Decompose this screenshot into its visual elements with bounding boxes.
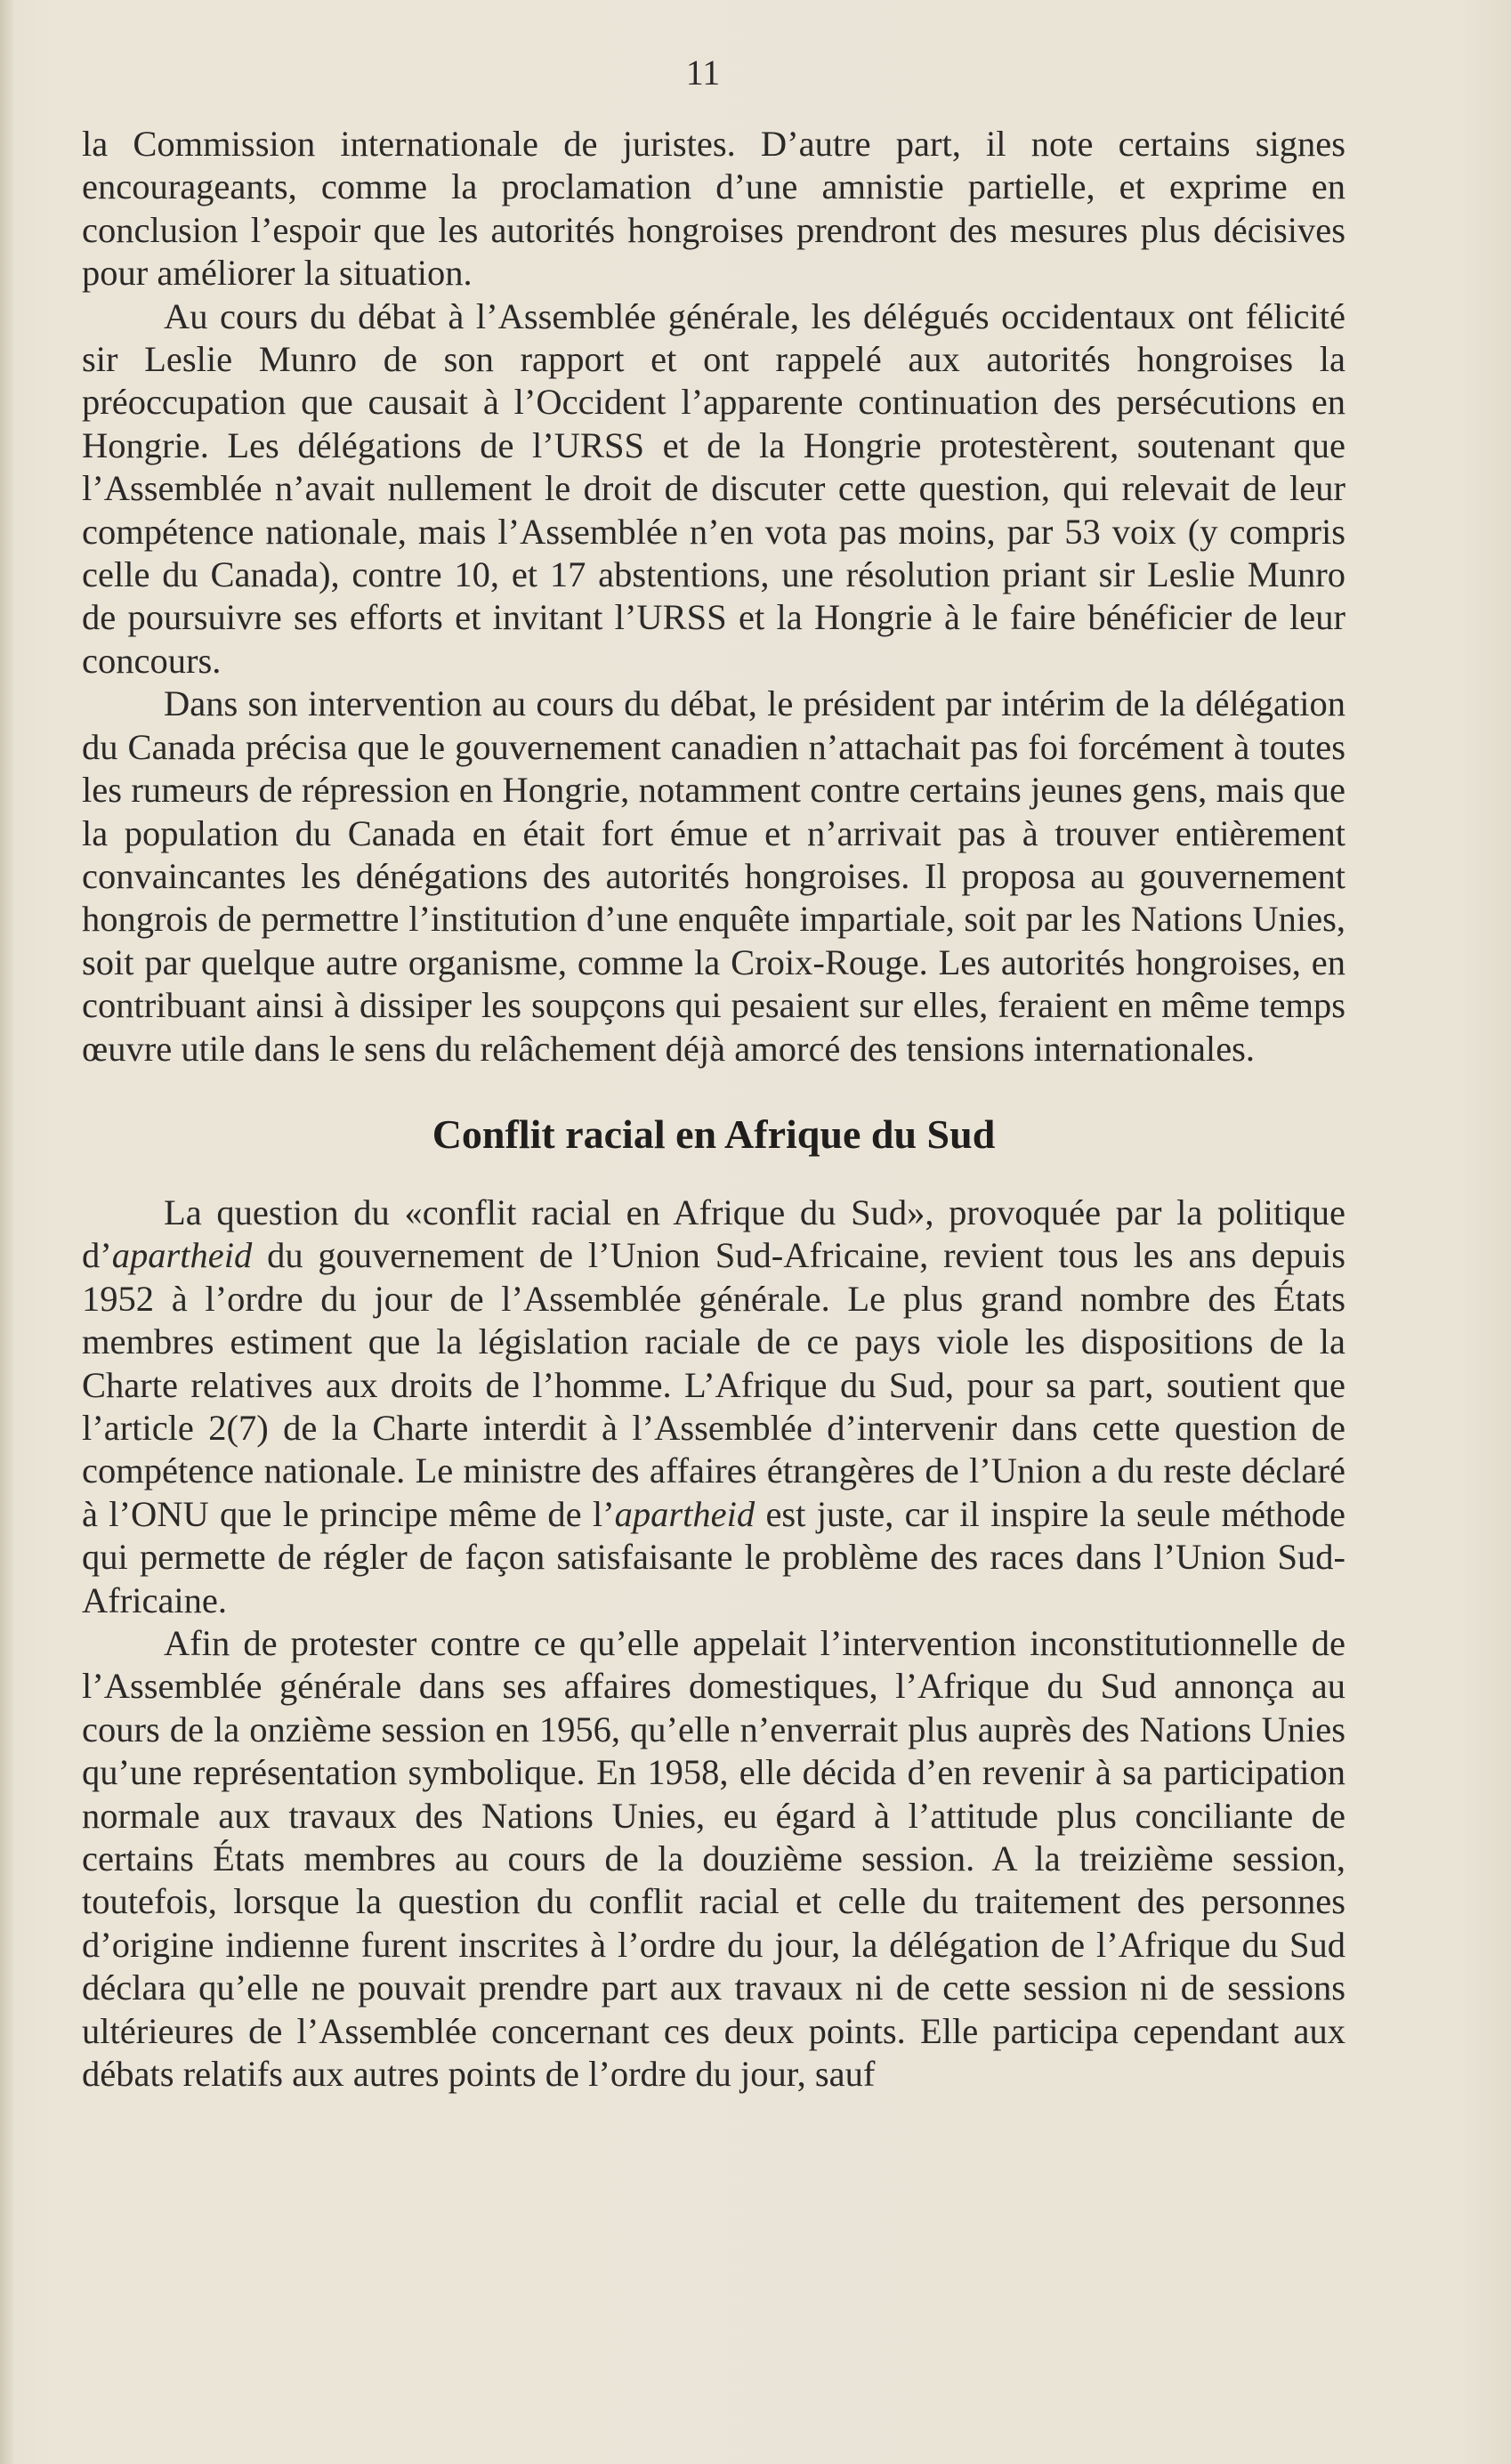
paragraph-5: Afin de protester contre ce qu’elle appelait l’intervention inconstitutionnelle de l’Assemblée générale dans ses affaires domestiques, l’Afrique du Sud annonça au cours de la onzième session en 1956, qu’elle n’enverrait plus auprès des Nations Unies qu’une représentation symbolique. En 1958, elle décida d’en revenir à sa participation normale aux travaux des Nations Unies, eu égard à l’attitude plus conciliante de certains États membres au cours de la douzième session. A la treizième session, toutefois, lorsque la question du conflit racial et celle du traitement des personnes d’origine indienne furent inscrites à l’ordre du jour, la délégation de l’Afrique du Sud déclara qu’elle ne pouvait prendre part aux travaux ni de cette session ni de sessions ultérieures de l’Assemblée concernant ces deux points. Elle participa cependant aux débats relatifs aux autres points de l’ordre du jour, sauf — [82, 1623, 1345, 2095]
paragraph-4-part-1: La question du «conflit racial en Afrique du Sud», provoquée par la politique d’ — [82, 1192, 1345, 1276]
paragraph-4 — [82, 1192, 1345, 1622]
page-number: 11 — [685, 53, 721, 93]
body-text — [82, 123, 1345, 2096]
page-edge-shadow — [0, 0, 12, 2464]
paragraph-2: Au cours du débat à l’Assemblée générale, les délégués occidentaux ont félicité sir Leslie Munro de son rapport et ont rappelé aux autorités hongroises la préoccupation que causait à l’Occident l’apparente continuation des persécutions en Hongrie. Les délégations de l’URSS et de la Hongrie protestèrent, soutenant que l’Assemblée n’avait nullement le droit de discuter cette question, qui relevait de leur compétence nationale, mais l’Assemblée n’en vota pas moins, par 53 voix (y compris celle du Canada), contre 10, et 17 abstentions, une résolution priant sir Leslie Munro de poursuivre ses efforts et invitant l’URSS et la Hongrie à le faire bénéficier de leur concours. — [82, 295, 1345, 681]
paragraph-4-italic-1: apartheid — [111, 1235, 253, 1276]
paragraph-3: Dans son intervention au cours du débat, le président par intérim de la délégation du Canada précisa que le gouvernement canadien n’attachait pas foi forcément à toutes les rumeurs de répression en Hongrie, notamment contre certains jeunes gens, mais que la population du Canada en était fort émue et n’arrivait pas à trouver entièrement convaincantes les dénégations des autorités hongroises. Il proposa au gouvernement hongrois de permettre l’institution d’une enquête impartiale, soit par les Nations Unies, soit par quelque autre organisme, comme la Croix-Rouge. Les autorités hongroises, en contribuant ainsi à dissiper les soupçons qui pesaient sur elles, feraient en même temps œuvre utile dans le sens du relâchement déjà amorcé des tensions internationales. — [82, 683, 1345, 1069]
paragraph-4-italic-2: apartheid — [614, 1493, 756, 1534]
section-heading: Conflit racial en Afrique du Sud — [432, 1111, 996, 1157]
paragraph-4-part-2: du gouvernement de l’Union Sud-Africaine, revient tous les ans depuis 1952 à l’ordre du jour de l’Assemblée générale. Le plus grand nombre des États membres estiment que la législation raciale de ce pays viole les dispositions de la Charte relatives aux droits de l’homme. L’Afrique du Sud, pour sa part, soutient que l’article 2(7) de la Charte interdit à l’Assemblée d’intervenir dans cette question de compétence nationale. Le ministre des affaires étrangères de l’Union a du reste déclaré à l’ONU que le principe même de l’ — [82, 1235, 1345, 1534]
paragraph-1: la Commission internationale de juristes. D’autre part, il note certains signes encourageants, comme la proclamation d’une amnistie partielle, et exprime en conclusion l’espoir que les autorités hongroises prendront des mesures plus décisives pour améliorer la situation. — [82, 124, 1345, 294]
paragraph-4-part-3: est juste, car il inspire la seule méthode qui permette de régler de façon satisfaisante le problème des races dans l’Union Sud-Africaine. — [82, 1493, 1345, 1620]
